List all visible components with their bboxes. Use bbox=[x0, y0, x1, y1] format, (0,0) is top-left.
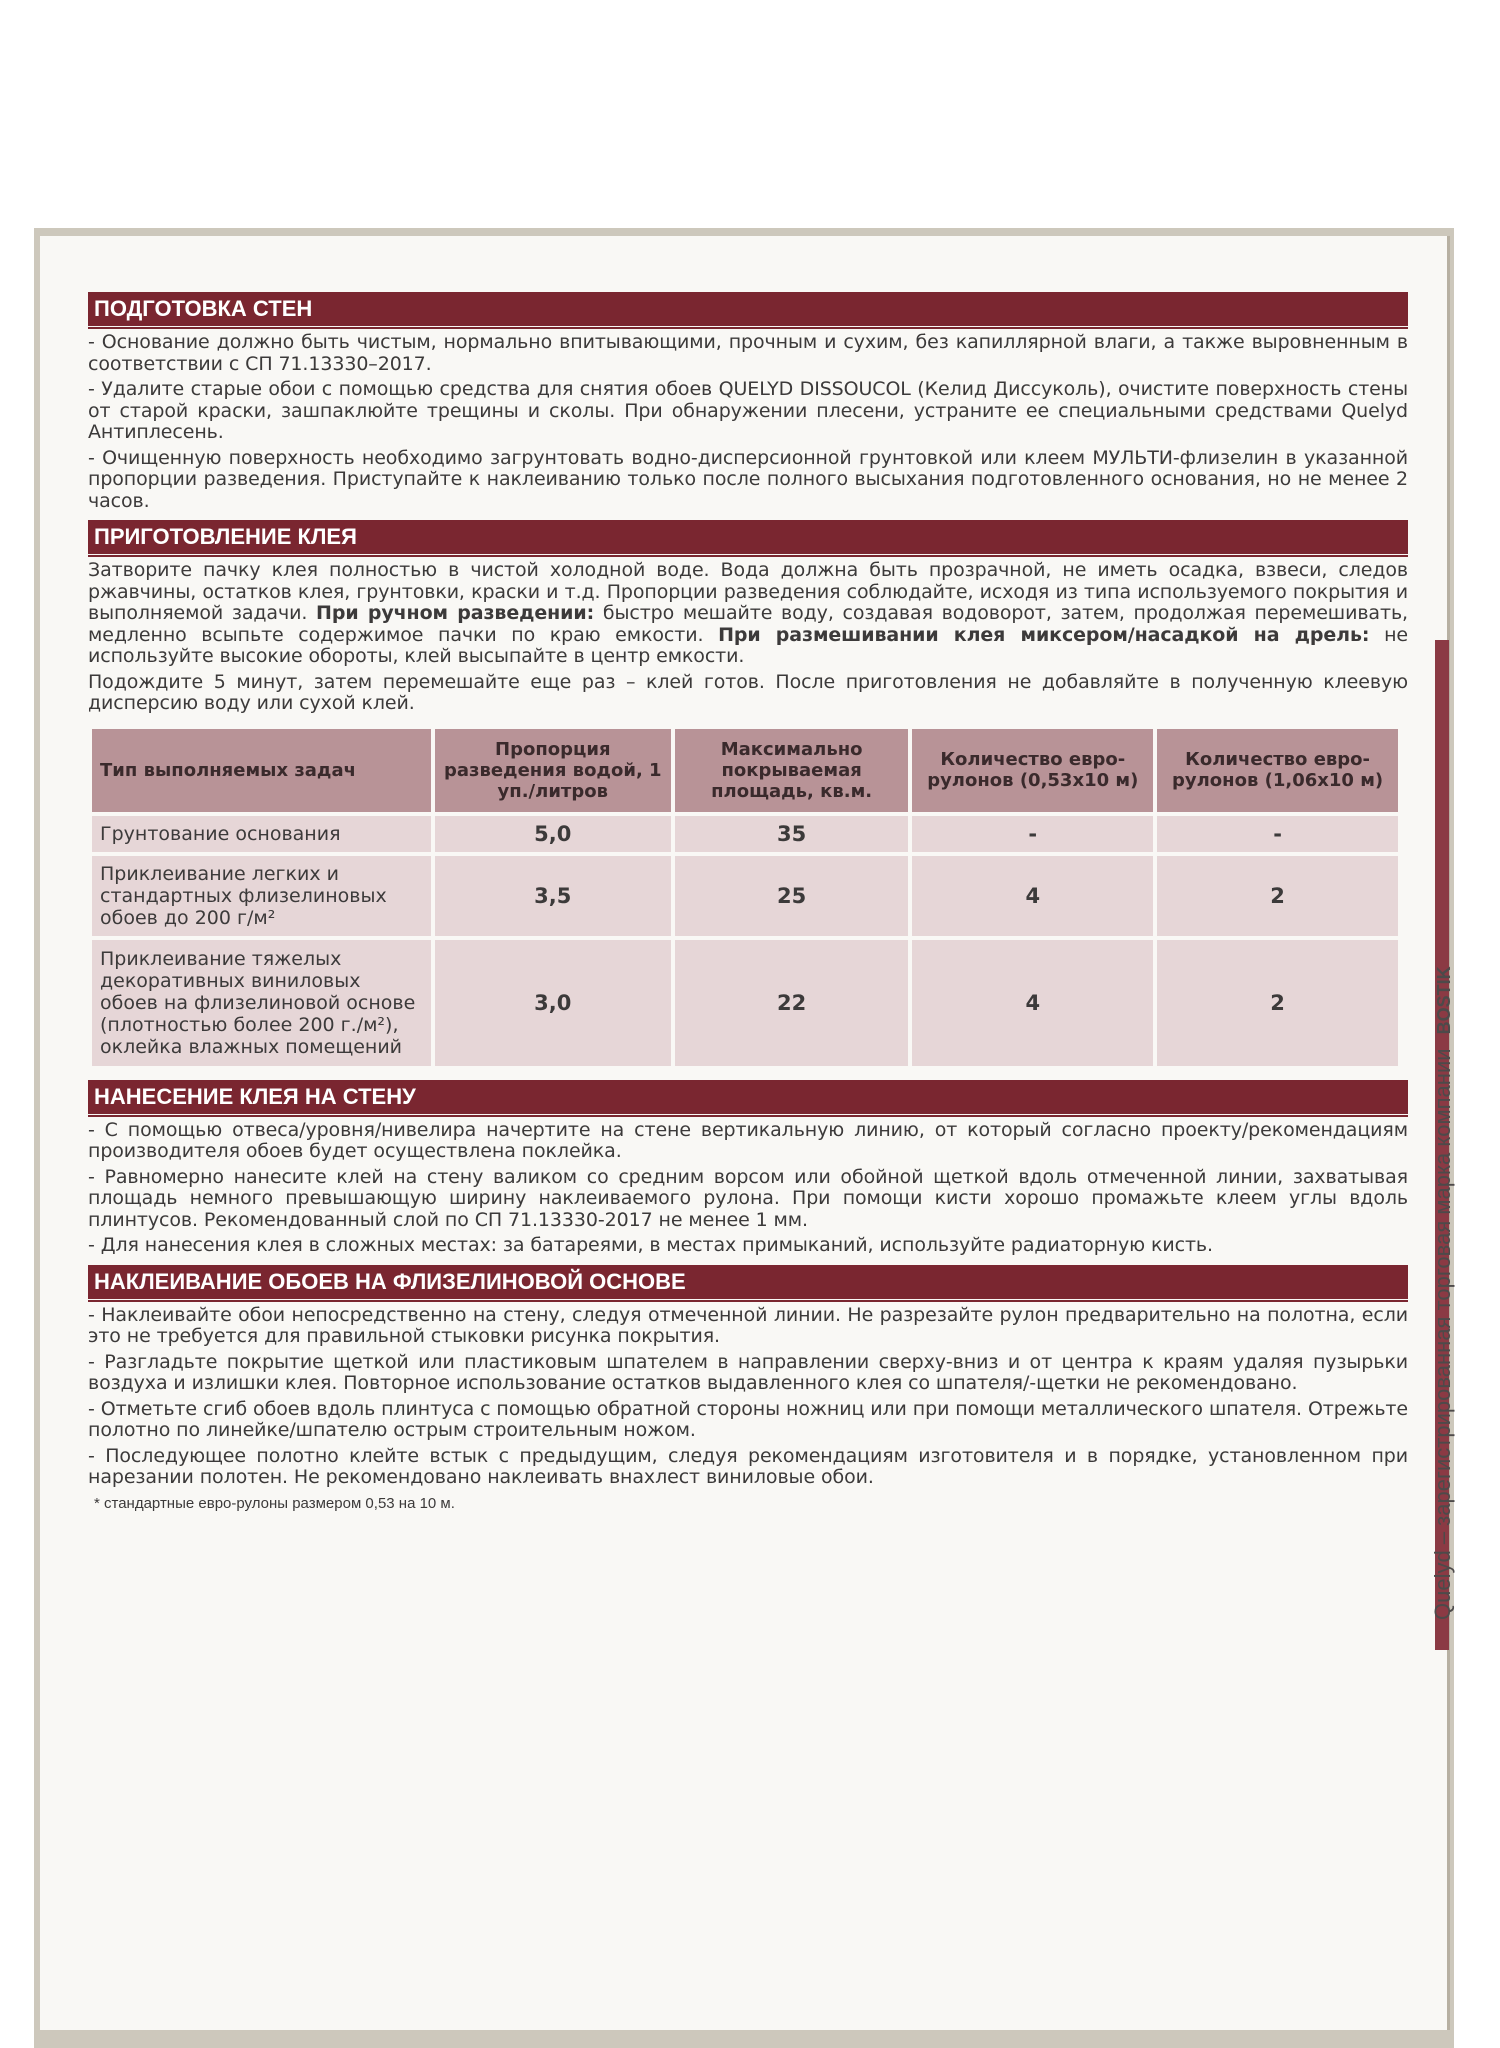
cell-proportion: 5,0 bbox=[435, 816, 675, 856]
cell-area: 35 bbox=[675, 816, 912, 856]
side-trademark bbox=[1430, 720, 1470, 1620]
header-area: Максимально покрываемая площадь, кв.м. bbox=[675, 729, 912, 816]
cell-rolls-106: 2 bbox=[1157, 856, 1402, 940]
table-row bbox=[92, 856, 1402, 940]
section-header-hang: НАКЛЕИВАНИЕ ОБОЕВ НА ФЛИЗЕЛИНОВОЙ ОСНОВЕ bbox=[88, 1265, 1408, 1299]
cell-task: Грунтование основания bbox=[92, 816, 435, 856]
apply-paragraph-1: - С помощью отвеса/уровня/нивелира начертите на стене вертикальную линию, от который согласно проекту/рекомендациям производителя обоев будет осуществлена поклейка. bbox=[88, 1118, 1408, 1162]
prep-paragraph-3: - Очищенную поверхность необходимо загрунтовать водно-дисперсионной грунтовкой или клеем МУЛЬТИ-флизелин в указанной пропорции разведения. Приступайте к наклеиванию только после полного высыхания подготовленного основания, но не менее 2 часов. bbox=[88, 446, 1408, 512]
cell-rolls-053: 4 bbox=[912, 856, 1157, 940]
instructions bbox=[88, 284, 1408, 1512]
cell-task: Приклеивание легких и стандартных флизелиновых обоев до 200 г/м² bbox=[92, 856, 435, 940]
header-rolls-106: Количество евро-рулонов (1,06х10 м) bbox=[1157, 729, 1402, 816]
table-row bbox=[92, 940, 1402, 1070]
cell-proportion: 3,5 bbox=[435, 856, 675, 940]
section-header-glue: ПРИГОТОВЛЕНИЕ КЛЕЯ bbox=[88, 520, 1408, 554]
section-header-prep: ПОДГОТОВКА СТЕН bbox=[88, 292, 1408, 326]
cell-proportion: 3,0 bbox=[435, 940, 675, 1070]
cell-area: 25 bbox=[675, 856, 912, 940]
table-row bbox=[92, 816, 1402, 856]
cell-rolls-053: 4 bbox=[912, 940, 1157, 1070]
prep-paragraph-1: - Основание должно быть чистым, нормально впитывающими, прочным и сухим, без капиллярной влаги, а также выровненным в соответствии с СП 71.13330–2017. bbox=[88, 331, 1408, 375]
glue-paragraph-1: Затворите пачку клея полностью в чистой холодной воде. Вода должна быть прозрачной, не иметь осадка, взвеси, следов ржавчины, остатков клея, грунтовки, краски и т.д. Пропорции разведения соблюдайте, исходя из типа используемого покрытия и выполняемой задачи. При ручном разведении: быстро мешайте воду, создавая водоворот, затем, продолжая перемешивать, медленно всыпьте содержимое пачки по краю емкости. При размешивании клея миксером/насадкой на дрель: не используйте высокие обороты, клей высыпайте в центр емкости. bbox=[88, 559, 1408, 667]
glue-paragraph-2: Подождите 5 минут, затем перемешайте еще раз – клей готов. После приготовления не добавляйте в полученную клеевую дисперсию воду или сухой клей. bbox=[88, 670, 1408, 714]
hang-paragraph-4: - Последующее полотно клейте встык с предыдущим, следуя рекомендациям изготовителя и в порядке, установленном при нарезании полотен. Не рекомендовано наклеивать внахлест виниловые обои. bbox=[88, 1444, 1408, 1488]
brand-logo: BOSTIK bbox=[1434, 966, 1454, 1035]
footnote: * стандартные евро-рулоны размером 0,53 на 10 м. bbox=[94, 1494, 455, 1512]
header-rolls-053: Количество евро-рулонов (0,53х10 м) bbox=[912, 729, 1157, 816]
header-task: Тип выполняемых задач bbox=[92, 729, 435, 816]
cell-rolls-053: - bbox=[912, 816, 1157, 856]
apply-paragraph-2: - Равномерно нанесите клей на стену валиком со средним ворсом или обойной щеткой вдоль отмеченной линии, захватывая площадь немного превышающую ширину наклеиваемого рулона. При помощи кисти хорошо промажьте клеем углы вдоль плинтусов. Рекомендованный слой по СП 71.13330-2017 не менее 1 мм. bbox=[88, 1165, 1408, 1231]
cell-area: 22 bbox=[675, 940, 912, 1070]
hang-paragraph-2: - Разгладьте покрытие щеткой или пластиковым шпателем в направлении сверху-вниз и от центра к краям удаляя пузырьки воздуха и излишки клея. Повторное использование остатков выдавленного клея со шпателя/-щетки не рекомендовано. bbox=[88, 1350, 1408, 1394]
hang-paragraph-1: - Наклеивайте обои непосредственно на стену, следуя отмеченной линии. Не разрезайте рулон предварительно на полотна, если это не требуется для правильной стыковки рисунка покрытия. bbox=[88, 1303, 1408, 1347]
header-proportion: Пропорция разведения водой, 1 уп./литров bbox=[435, 729, 675, 816]
cell-rolls-106: - bbox=[1157, 816, 1402, 856]
section-header-apply: НАНЕСЕНИЕ КЛЕЯ НА СТЕНУ bbox=[88, 1080, 1408, 1114]
trademark-text: Quelyd – зарегистрированная торговая марка компании bbox=[1430, 1048, 1455, 1620]
prep-paragraph-2: - Удалите старые обои с помощью средства для снятия обоев QUELYD DISSOUCOL (Келид Диссуколь), очистите поверхность стены от старой краски, зашпаклюйте трещины и сколы. При обнаружении плесени, устраните ее специальными средствами Quelyd Антиплесень. bbox=[88, 378, 1408, 443]
proportions-table bbox=[92, 729, 1402, 1070]
table-header-row bbox=[92, 729, 1402, 816]
cell-rolls-106: 2 bbox=[1157, 940, 1402, 1070]
apply-paragraph-3: - Для нанесения клея в сложных местах: за батареями, в местах примыканий, используйте радиаторную кисть. bbox=[88, 1234, 1213, 1256]
cell-task: Приклеивание тяжелых декоративных виниловых обоев на флизелиновой основе (плотностью более 200 г./м²), оклейка влажных помещений bbox=[92, 940, 435, 1070]
hang-paragraph-3: - Отметьте сгиб обоев вдоль плинтуса с помощью обратной стороны ножниц или при помощи металлического шпателя. Отрежьте полотно по линейке/шпателю острым строительным ножом. bbox=[88, 1397, 1408, 1441]
